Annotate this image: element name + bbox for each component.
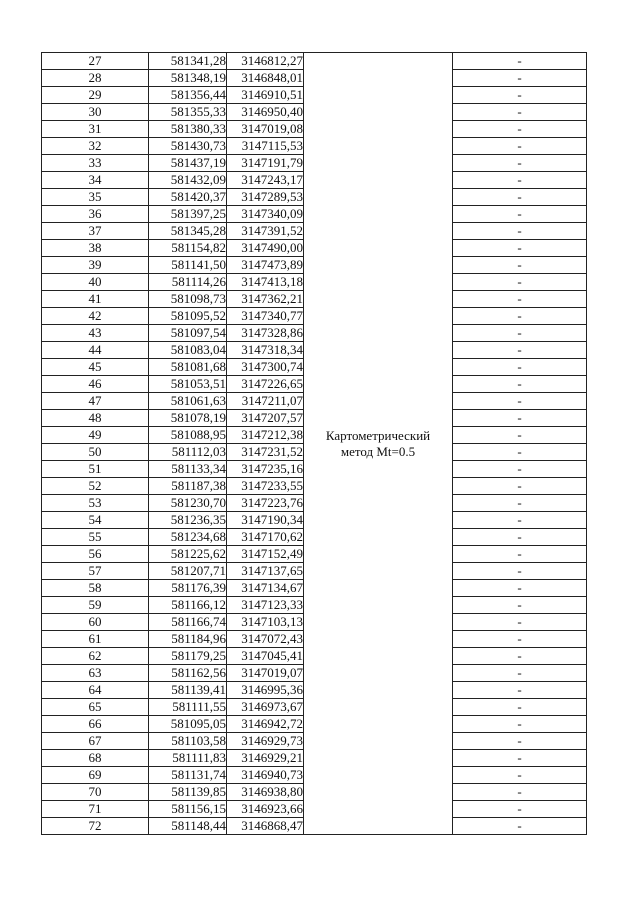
error-cell: - [453, 444, 587, 461]
y-coordinate-cell: 3147473,89 [227, 257, 304, 274]
y-coordinate-cell: 3147134,67 [227, 580, 304, 597]
y-coordinate-cell: 3146995,36 [227, 682, 304, 699]
point-number-cell: 70 [42, 784, 149, 801]
x-coordinate-cell: 581095,52 [149, 308, 227, 325]
point-number-cell: 57 [42, 563, 149, 580]
point-number-cell: 31 [42, 121, 149, 138]
error-cell: - [453, 682, 587, 699]
y-coordinate-cell: 3146929,21 [227, 750, 304, 767]
error-cell: - [453, 87, 587, 104]
error-cell: - [453, 631, 587, 648]
y-coordinate-cell: 3146929,73 [227, 733, 304, 750]
y-coordinate-cell: 3146950,40 [227, 104, 304, 121]
y-coordinate-cell: 3147318,34 [227, 342, 304, 359]
error-cell: - [453, 461, 587, 478]
point-number-cell: 58 [42, 580, 149, 597]
x-coordinate-cell: 581356,44 [149, 87, 227, 104]
point-number-cell: 44 [42, 342, 149, 359]
table-row [42, 53, 587, 70]
x-coordinate-cell: 581061,63 [149, 393, 227, 410]
y-coordinate-cell: 3147190,34 [227, 512, 304, 529]
y-coordinate-cell: 3147391,52 [227, 223, 304, 240]
x-coordinate-cell: 581139,41 [149, 682, 227, 699]
x-coordinate-cell: 581236,35 [149, 512, 227, 529]
error-cell: - [453, 257, 587, 274]
x-coordinate-cell: 581179,25 [149, 648, 227, 665]
point-number-cell: 52 [42, 478, 149, 495]
error-cell: - [453, 223, 587, 240]
error-cell: - [453, 597, 587, 614]
error-cell: - [453, 750, 587, 767]
error-cell: - [453, 308, 587, 325]
point-number-cell: 30 [42, 104, 149, 121]
point-number-cell: 53 [42, 495, 149, 512]
x-coordinate-cell: 581103,58 [149, 733, 227, 750]
x-coordinate-cell: 581166,74 [149, 614, 227, 631]
x-coordinate-cell: 581397,25 [149, 206, 227, 223]
y-coordinate-cell: 3146910,51 [227, 87, 304, 104]
error-cell: - [453, 376, 587, 393]
x-coordinate-cell: 581341,28 [149, 53, 227, 70]
error-cell: - [453, 427, 587, 444]
y-coordinate-cell: 3147289,53 [227, 189, 304, 206]
x-coordinate-cell: 581420,37 [149, 189, 227, 206]
y-coordinate-cell: 3147211,07 [227, 393, 304, 410]
x-coordinate-cell: 581133,34 [149, 461, 227, 478]
point-number-cell: 60 [42, 614, 149, 631]
y-coordinate-cell: 3147362,21 [227, 291, 304, 308]
y-coordinate-cell: 3147123,33 [227, 597, 304, 614]
x-coordinate-cell: 581187,38 [149, 478, 227, 495]
point-number-cell: 67 [42, 733, 149, 750]
error-cell: - [453, 155, 587, 172]
x-coordinate-cell: 581156,15 [149, 801, 227, 818]
y-coordinate-cell: 3147207,57 [227, 410, 304, 427]
point-number-cell: 33 [42, 155, 149, 172]
x-coordinate-cell: 581432,09 [149, 172, 227, 189]
point-number-cell: 72 [42, 818, 149, 835]
x-coordinate-cell: 581230,70 [149, 495, 227, 512]
error-cell: - [453, 206, 587, 223]
error-cell: - [453, 172, 587, 189]
x-coordinate-cell: 581355,33 [149, 104, 227, 121]
point-number-cell: 32 [42, 138, 149, 155]
y-coordinate-cell: 3147235,16 [227, 461, 304, 478]
y-coordinate-cell: 3147191,79 [227, 155, 304, 172]
y-coordinate-cell: 3147045,41 [227, 648, 304, 665]
y-coordinate-cell: 3147152,49 [227, 546, 304, 563]
point-number-cell: 29 [42, 87, 149, 104]
y-coordinate-cell: 3147490,00 [227, 240, 304, 257]
point-number-cell: 41 [42, 291, 149, 308]
y-coordinate-cell: 3147019,07 [227, 665, 304, 682]
y-coordinate-cell: 3146868,47 [227, 818, 304, 835]
y-coordinate-cell: 3146848,01 [227, 70, 304, 87]
error-cell: - [453, 359, 587, 376]
point-number-cell: 45 [42, 359, 149, 376]
x-coordinate-cell: 581053,51 [149, 376, 227, 393]
method-label-line1: Картометрический [325, 427, 431, 443]
x-coordinate-cell: 581131,74 [149, 767, 227, 784]
y-coordinate-cell: 3147115,53 [227, 138, 304, 155]
x-coordinate-cell: 581098,73 [149, 291, 227, 308]
error-cell: - [453, 767, 587, 784]
coordinates-table [41, 52, 587, 835]
error-cell: - [453, 274, 587, 291]
error-cell: - [453, 716, 587, 733]
error-cell: - [453, 614, 587, 631]
y-coordinate-cell: 3147072,43 [227, 631, 304, 648]
x-coordinate-cell: 581348,19 [149, 70, 227, 87]
x-coordinate-cell: 581148,44 [149, 818, 227, 835]
point-number-cell: 50 [42, 444, 149, 461]
x-coordinate-cell: 581162,56 [149, 665, 227, 682]
point-number-cell: 49 [42, 427, 149, 444]
error-cell: - [453, 240, 587, 257]
point-number-cell: 54 [42, 512, 149, 529]
point-number-cell: 46 [42, 376, 149, 393]
x-coordinate-cell: 581111,83 [149, 750, 227, 767]
error-cell: - [453, 512, 587, 529]
y-coordinate-cell: 3147103,13 [227, 614, 304, 631]
y-coordinate-cell: 3146942,72 [227, 716, 304, 733]
error-cell: - [453, 580, 587, 597]
error-cell: - [453, 546, 587, 563]
point-number-cell: 27 [42, 53, 149, 70]
x-coordinate-cell: 581430,73 [149, 138, 227, 155]
y-coordinate-cell: 3147243,17 [227, 172, 304, 189]
error-cell: - [453, 478, 587, 495]
error-cell: - [453, 291, 587, 308]
error-cell: - [453, 325, 587, 342]
y-coordinate-cell: 3147340,09 [227, 206, 304, 223]
error-cell: - [453, 665, 587, 682]
point-number-cell: 61 [42, 631, 149, 648]
x-coordinate-cell: 581111,55 [149, 699, 227, 716]
x-coordinate-cell: 581225,62 [149, 546, 227, 563]
x-coordinate-cell: 581207,71 [149, 563, 227, 580]
point-number-cell: 35 [42, 189, 149, 206]
x-coordinate-cell: 581345,28 [149, 223, 227, 240]
y-coordinate-cell: 3147340,77 [227, 308, 304, 325]
point-number-cell: 68 [42, 750, 149, 767]
error-cell: - [453, 53, 587, 70]
x-coordinate-cell: 581166,12 [149, 597, 227, 614]
point-number-cell: 48 [42, 410, 149, 427]
point-number-cell: 42 [42, 308, 149, 325]
coordinates-table-body [42, 53, 587, 835]
x-coordinate-cell: 581437,19 [149, 155, 227, 172]
y-coordinate-cell: 3147226,65 [227, 376, 304, 393]
error-cell: - [453, 342, 587, 359]
point-number-cell: 71 [42, 801, 149, 818]
y-coordinate-cell: 3146940,73 [227, 767, 304, 784]
point-number-cell: 34 [42, 172, 149, 189]
point-number-cell: 43 [42, 325, 149, 342]
error-cell: - [453, 699, 587, 716]
y-coordinate-cell: 3147231,52 [227, 444, 304, 461]
point-number-cell: 56 [42, 546, 149, 563]
y-coordinate-cell: 3147413,18 [227, 274, 304, 291]
x-coordinate-cell: 581097,54 [149, 325, 227, 342]
error-cell: - [453, 648, 587, 665]
error-cell: - [453, 410, 587, 427]
error-cell: - [453, 70, 587, 87]
y-coordinate-cell: 3147170,62 [227, 529, 304, 546]
point-number-cell: 66 [42, 716, 149, 733]
point-number-cell: 59 [42, 597, 149, 614]
error-cell: - [453, 393, 587, 410]
x-coordinate-cell: 581078,19 [149, 410, 227, 427]
error-cell: - [453, 733, 587, 750]
error-cell: - [453, 121, 587, 138]
y-coordinate-cell: 3147233,55 [227, 478, 304, 495]
point-number-cell: 37 [42, 223, 149, 240]
point-number-cell: 38 [42, 240, 149, 257]
x-coordinate-cell: 581154,82 [149, 240, 227, 257]
point-number-cell: 55 [42, 529, 149, 546]
y-coordinate-cell: 3146938,80 [227, 784, 304, 801]
x-coordinate-cell: 581139,85 [149, 784, 227, 801]
point-number-cell: 69 [42, 767, 149, 784]
y-coordinate-cell: 3147212,38 [227, 427, 304, 444]
x-coordinate-cell: 581081,68 [149, 359, 227, 376]
error-cell: - [453, 801, 587, 818]
point-number-cell: 63 [42, 665, 149, 682]
y-coordinate-cell: 3146973,67 [227, 699, 304, 716]
x-coordinate-cell: 581234,68 [149, 529, 227, 546]
point-number-cell: 36 [42, 206, 149, 223]
point-number-cell: 62 [42, 648, 149, 665]
error-cell: - [453, 784, 587, 801]
error-cell: - [453, 529, 587, 546]
point-number-cell: 47 [42, 393, 149, 410]
error-cell: - [453, 818, 587, 835]
x-coordinate-cell: 581095,05 [149, 716, 227, 733]
x-coordinate-cell: 581083,04 [149, 342, 227, 359]
error-cell: - [453, 495, 587, 512]
method-label-line2: метод Mt=0.5 [340, 443, 416, 459]
y-coordinate-cell: 3147137,65 [227, 563, 304, 580]
x-coordinate-cell: 581184,96 [149, 631, 227, 648]
error-cell: - [453, 563, 587, 580]
y-coordinate-cell: 3146923,66 [227, 801, 304, 818]
y-coordinate-cell: 3146812,27 [227, 53, 304, 70]
x-coordinate-cell: 581380,33 [149, 121, 227, 138]
x-coordinate-cell: 581114,26 [149, 274, 227, 291]
error-cell: - [453, 138, 587, 155]
point-number-cell: 64 [42, 682, 149, 699]
y-coordinate-cell: 3147328,86 [227, 325, 304, 342]
point-number-cell: 39 [42, 257, 149, 274]
x-coordinate-cell: 581112,03 [149, 444, 227, 461]
method-cell [304, 53, 453, 835]
point-number-cell: 65 [42, 699, 149, 716]
point-number-cell: 28 [42, 70, 149, 87]
point-number-cell: 51 [42, 461, 149, 478]
y-coordinate-cell: 3147019,08 [227, 121, 304, 138]
y-coordinate-cell: 3147300,74 [227, 359, 304, 376]
x-coordinate-cell: 581141,50 [149, 257, 227, 274]
point-number-cell: 40 [42, 274, 149, 291]
error-cell: - [453, 189, 587, 206]
error-cell: - [453, 104, 587, 121]
x-coordinate-cell: 581088,95 [149, 427, 227, 444]
x-coordinate-cell: 581176,39 [149, 580, 227, 597]
y-coordinate-cell: 3147223,76 [227, 495, 304, 512]
